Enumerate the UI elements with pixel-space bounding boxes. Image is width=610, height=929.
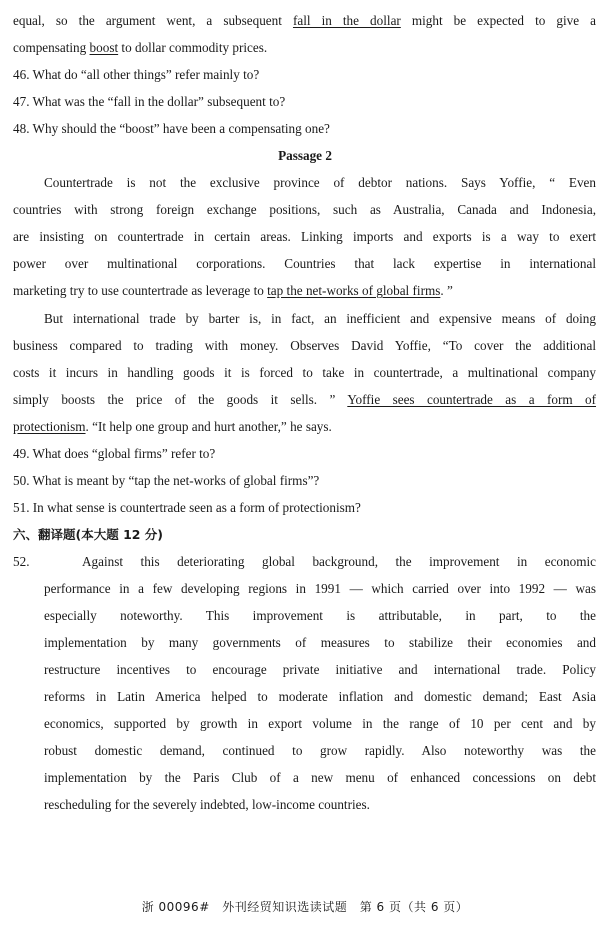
underlined-phrase: fall in the dollar xyxy=(292,13,401,28)
paragraph-line: compensating boost to dollar commodity prices. xyxy=(13,40,268,55)
passage-2-title: Passage 2 xyxy=(278,148,332,163)
question-52-number: 52. xyxy=(13,554,30,569)
question-49: 49. What does “global firms” refer to? xyxy=(13,446,216,461)
paragraph-line: Against this deteriorating global background, the improvement in economic xyxy=(82,554,596,569)
page-footer: 浙 00096# 外刊经贸知识选读试题 第 6 页（共 6 页） xyxy=(141,900,469,914)
paragraph-line: economics, supported by growth in export volume in the range of 10 per cent and by xyxy=(44,716,596,731)
paragraph-line: rescheduling for the severely indebted, low-income countries. xyxy=(44,797,370,812)
question-51: 51. In what sense is countertrade seen as a form of protectionism? xyxy=(13,500,361,515)
question-47: 47. What was the “fall in the dollar” subsequent to? xyxy=(13,94,286,109)
question-46: 46. What do “all other things” refer mainly to? xyxy=(13,67,260,82)
paragraph-line: protectionism. “It help one group and hurt another,” he says. xyxy=(13,419,332,434)
underlined-phrase: boost xyxy=(89,40,119,55)
section-6-heading: 六、翻译题(本大题 12 分) xyxy=(13,527,164,542)
paragraph-line: performance in a few developing regions in 1991 — which carried over into 1992 — was xyxy=(44,581,596,596)
paragraph-line: business compared to trading with money. Observes David Yoffie, “To cover the additional xyxy=(13,338,596,353)
question-50: 50. What is meant by “tap the net-works of global firms”? xyxy=(13,473,320,488)
paragraph-line: robust domestic demand, continued to grow rapidly. Also noteworthy was the xyxy=(44,743,596,758)
paragraph-line: But international trade by barter is, in fact, an inefficient and expensive means of doing xyxy=(44,311,596,326)
paragraph-line: marketing try to use countertrade as leverage to tap the net-works of global firms. ” xyxy=(13,283,453,298)
paragraph-line: simply boosts the price of the goods it sells. ” Yoffie sees countertrade as a form of xyxy=(13,392,597,407)
question-48: 48. Why should the “boost” have been a compensating one? xyxy=(13,121,330,136)
paragraph-line: power over multinational corporations. Countries that lack expertise in international xyxy=(13,256,596,271)
underlined-phrase: protectionism xyxy=(13,419,86,434)
paragraph-line: equal, so the argument went, a subsequent fall in the dollar might be expected to give a xyxy=(13,13,596,28)
paragraph-line: implementation by the Paris Club of a new menu of enhanced concessions on debt xyxy=(44,770,596,785)
underlined-phrase: tap the net-works of global firms xyxy=(267,283,441,298)
paragraph-line: countries with strong foreign exchange positions, such as Australia, Canada and Indonesia, xyxy=(13,202,596,217)
paragraph-line: implementation by many governments of measures to stabilize their economies and xyxy=(44,635,596,650)
paragraph-line: especially noteworthy. This improvement is attributable, in part, to the xyxy=(44,608,596,623)
paragraph-line: restructure incentives to encourage private initiative and international trade. Policy xyxy=(44,662,596,677)
underlined-phrase: Yoffie sees countertrade as a form of xyxy=(347,392,597,407)
paragraph-line: are insisting on countertrade in certain areas. Linking imports and exports is a way to exert xyxy=(13,229,596,244)
paragraph-line: Countertrade is not the exclusive province of debtor nations. Says Yoffie, “ Even xyxy=(44,175,596,190)
paragraph-line: costs it incurs in handling goods it is forced to take in countertrade, a multinational company xyxy=(13,365,596,380)
paragraph-line: reforms in Latin America helped to moderate inflation and domestic demand; East Asia xyxy=(44,689,596,704)
